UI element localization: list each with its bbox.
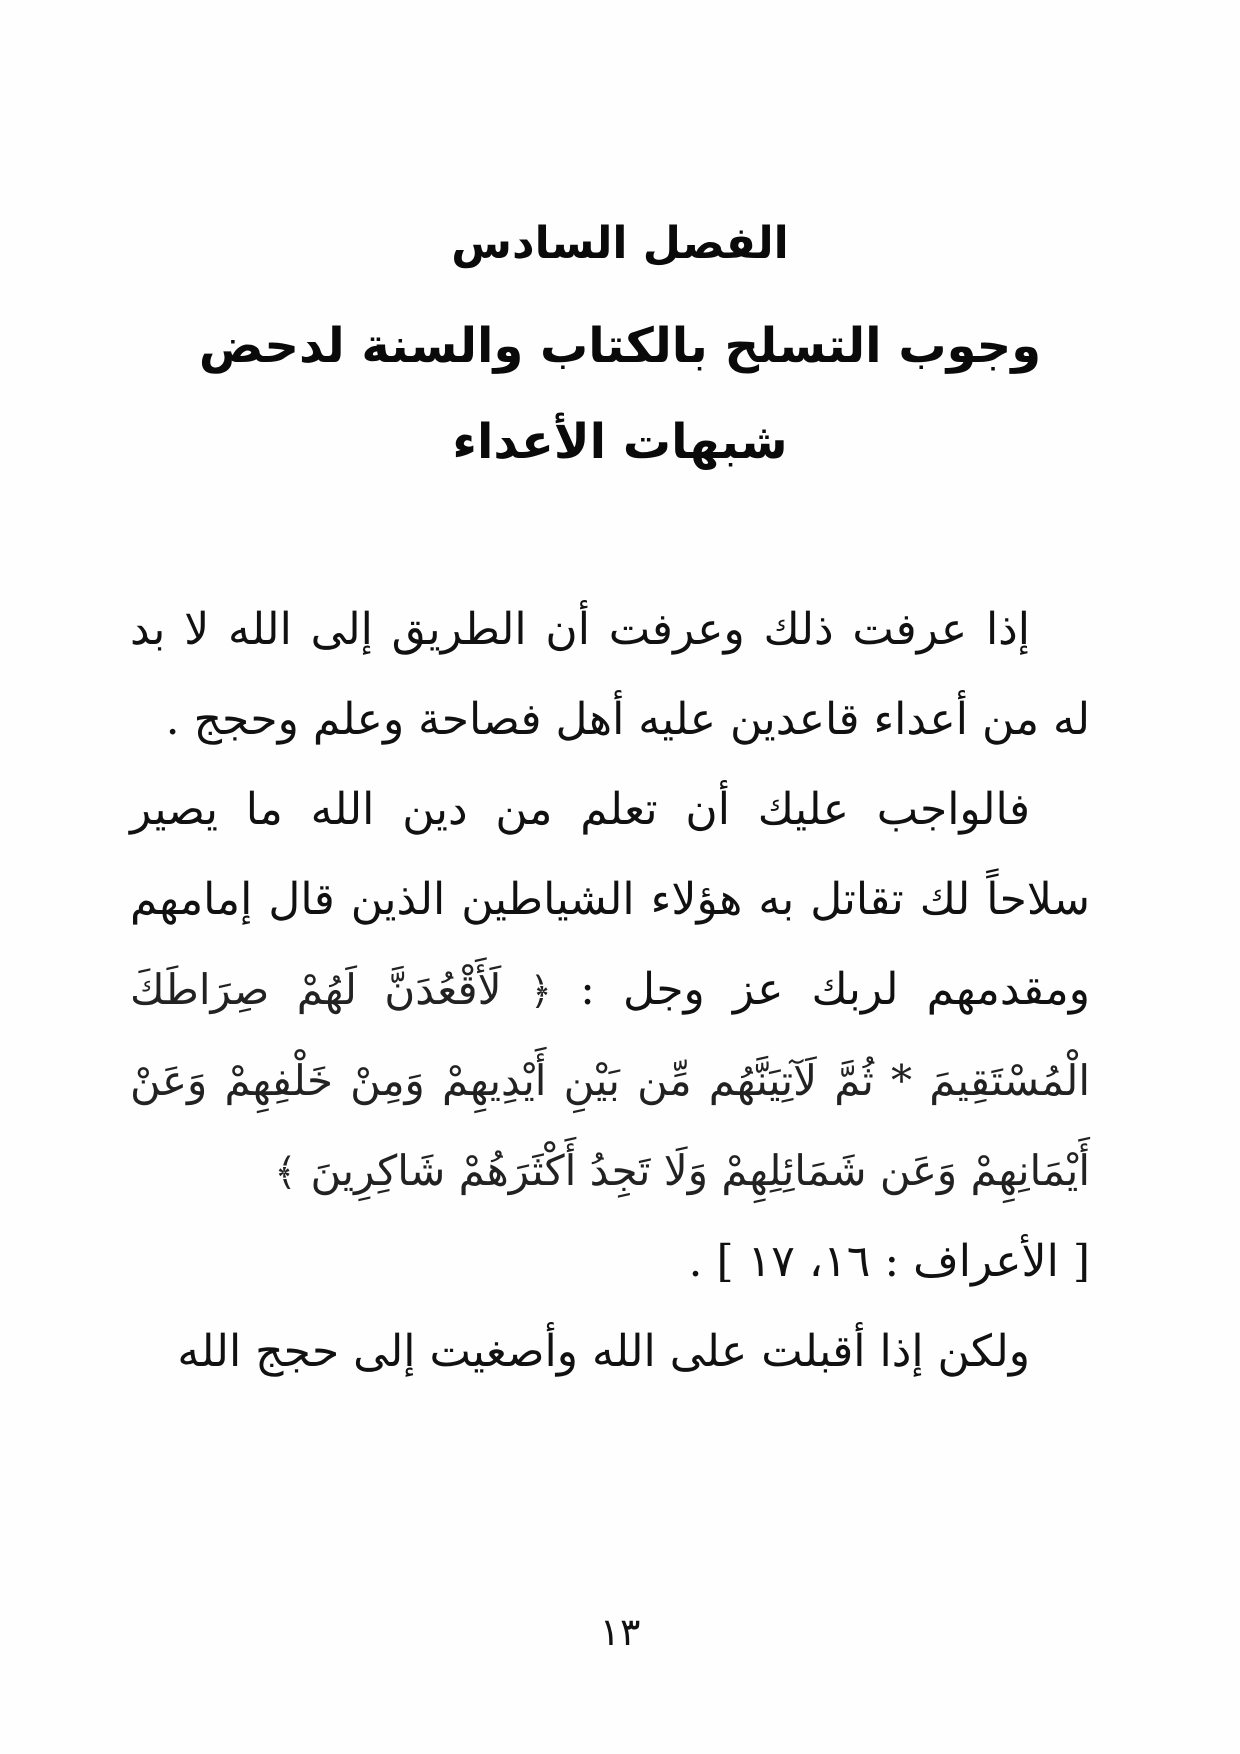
- paragraph-duty: [130, 765, 1090, 1217]
- verse-citation: [ الأعراف : ١٦، ١٧ ] .: [688, 1236, 1090, 1287]
- chapter-title: الفصل السادس: [451, 218, 789, 269]
- paragraph-continuation: ولكن إذا أقبلت على الله وأصغيت إلى حجج الله: [177, 1326, 1030, 1377]
- page-number: ١٣: [599, 1610, 641, 1654]
- body-text: [130, 585, 1090, 1397]
- quran-verse: لَأَقْعُدَنَّ لَهُمْ صِرَاطَكَ الْمُسْتَقِيمَ * ثُمَّ لَآتِيَنَّهُم مِّن بَيْنِ أَيْدِيهِمْ وَمِنْ خَلْفِهِمْ وَعَنْ أَيْمَانِهِمْ وَعَن شَمَائِلِهِمْ وَلَا تَجِدُ أَكْثَرَهُمْ شَاكِرِينَ: [130, 965, 1090, 1195]
- paragraph-duty-text: فالواجب عليك أن تعلم من دين الله ما يصير سلاحاً لك تقاتل به هؤلاء الشياطين الذين قال إمامهم ومقدمهم لربك عز وجل :: [130, 784, 1090, 1015]
- paragraph-intro: إذا عرفت ذلك وعرفت أن الطريق إلى الله لا بد له من أعداء قاعدين عليه أهل فصاحة وعلم وحجج .: [130, 604, 1090, 745]
- chapter-subtitle: وجوب التسلح بالكتاب والسنة لدحض شبهات الأعداء: [198, 318, 1042, 470]
- quran-bracket-open-icon: ﴿: [529, 969, 552, 1013]
- quran-bracket-close-icon: ﴾: [274, 1150, 297, 1194]
